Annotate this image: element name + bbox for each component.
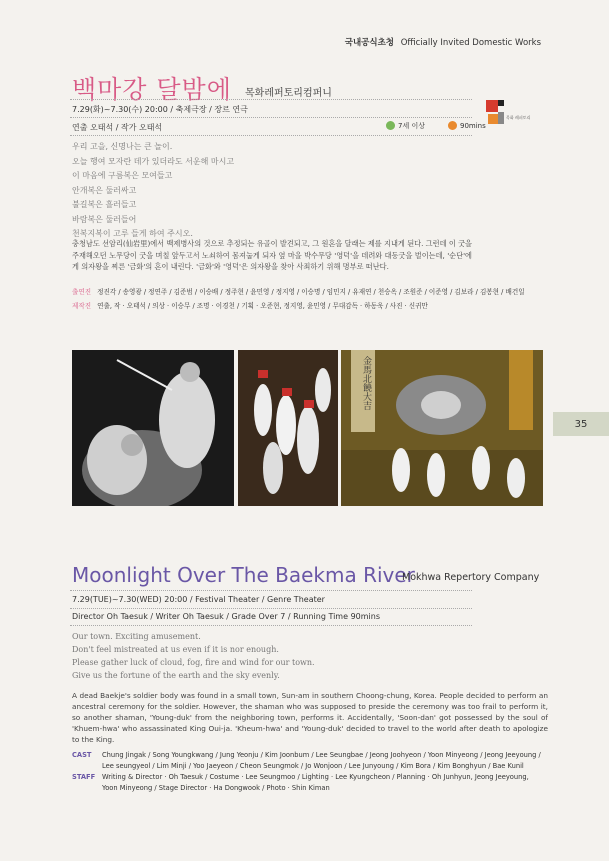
cast-en xyxy=(72,750,546,772)
director-writer-ko: 연출 오태석 / 작가 오태석 xyxy=(72,123,163,132)
company-en: Mokhwa Repertory Company xyxy=(402,572,540,583)
banner-text: 金馬北饒大吉 xyxy=(361,356,371,410)
photo-performer-sword xyxy=(72,350,234,506)
divider xyxy=(70,117,472,118)
logo-text: 목화 레퍼토리 xyxy=(506,115,531,120)
divider xyxy=(70,625,472,626)
staff-label-ko: 제작진 xyxy=(72,302,92,310)
logo-mark-icon xyxy=(486,98,546,128)
page-header xyxy=(345,36,541,48)
schedule-ko: 7.29(화)~7.30(수) 20:00 / 축제극장 / 장르 연극 xyxy=(72,105,248,114)
title-ko: 백마강 달밤에 xyxy=(72,75,232,104)
header-label-en: Officially Invited Domestic Works xyxy=(400,38,541,48)
cast-list-en: Chung Jingak / Song Youngkwang / Jung Yeonju / Kim Joonbum / Lee Seungbae / Jeong Joohyeon / Yoon Minyeong / Jeong Jeeyoung / Lee seungyeol / Lim Minji / Yoo Jaeyeon / Cheon Seungmok / Jo Wonjoon / Lee Junyoung / Kim Bora / Kim Bonghyun / Bae Kunil xyxy=(102,751,541,770)
staff-en xyxy=(72,772,546,794)
header-label-ko: 국내공식초청 xyxy=(344,38,395,48)
age-rating xyxy=(386,121,425,131)
staff-label-en: STAFF xyxy=(72,773,96,781)
runtime xyxy=(448,121,486,130)
poem-ko: 우리 고을, 신명나는 큰 놀이. 오늘 행여 모자란 데가 있더라도 서운해 마시고 이 마음에 구름복은 모여들고 안개복은 둘러싸고 불길복은 흘러들고 바람복은 둘러들어 천복지복이 고루 들게 하여 주시오. xyxy=(72,142,235,238)
synopsis-ko: 충청남도 선암리(仙岩里)에서 백제병사의 것으로 추정되는 유골이 발견되고, 그 원혼을 달래는 제를 지내게 된다. 그런데 이 굿을 주재해오던 노무당이 굿을 며칠 앞두고서 노쇠하여 몸져눕게 되자 옆 마을 박수무당 '영덕'을 데려와 대동굿을 벌이는데, '순단'에게 의자왕을 찌른 '금화'의 혼이 내린다. '금화'와 '영덕'은 의자왕을 찾아 사죄하기 위해 명부로 떠난다. xyxy=(72,239,472,271)
staff-list-ko: 연출, 작 · 오태석 / 의상 · 이승무 / 조명 · 이경천 / 기획 · 오준현, 정지영, 윤민영 / 무대감독 · 하동욱 / 사진 · 신귀만 xyxy=(97,302,428,310)
divider xyxy=(70,590,472,591)
photo-stage-ceremony xyxy=(341,350,543,506)
schedule-en: 7.29(TUE)~7.30(WED) 20:00 / Festival Theater / Genre Theater xyxy=(72,595,325,604)
cast-list-ko: 정진각 / 송영광 / 정연주 / 김준범 / 이승배 / 정주현 / 윤민영 / 정지영 / 이승명 / 임민지 / 유재연 / 천승옥 / 조원준 / 이준영 / 김보라 / 김봉현 / 배건일 xyxy=(97,288,525,296)
page-number: 35 xyxy=(553,412,609,436)
divider xyxy=(70,608,472,609)
runtime-text: 90mins xyxy=(460,122,486,130)
title-en: Moonlight Over The Baekma River xyxy=(72,563,415,587)
cast-label-ko: 출연진 xyxy=(72,288,92,296)
age-text: 7세 이상 xyxy=(398,122,425,130)
poem-en: Our town. Exciting amusement. Don't feel mistreated at us even if it is nor enough. Please gather luck of cloud, fog, fire and wind for our town. Give us the fortune of the earth and the sky evenly. xyxy=(72,632,315,680)
age-icon xyxy=(386,121,395,130)
company-ko: 목화레퍼토리컴퍼니 xyxy=(245,88,332,99)
photo-dancers-white xyxy=(238,350,338,506)
divider xyxy=(70,135,472,136)
staff-list-en: Writing & Director · Oh Taesuk / Costume · Lee Seungmoo / Lighting · Lee Kyungcheon / Planning · Oh Junhyun, Jeong Jeeyoung, Yoon Minyeong / Stage Director · Ha Dongwook / Photo · Shin Kiman xyxy=(102,773,529,792)
cast-ko xyxy=(72,287,525,298)
company-logo xyxy=(486,98,546,128)
divider xyxy=(70,99,472,100)
info-en: Director Oh Taesuk / Writer Oh Taesuk / Grade Over 7 / Running Time 90mins xyxy=(72,612,380,621)
cast-label-en: CAST xyxy=(72,751,92,759)
staff-ko xyxy=(72,301,428,312)
synopsis-en: A dead Baekje's soldier body was found in a small town, Sun-am in southern Choong-chung, Korea. People decided to perform an ancestral ceremony for the soldier. However, the shaman who was supposed to preside the ceremony was too frail to perform it, so another shaman, 'Young-duk' from the neighboring town, performs it. Accidentally, 'Soon-dan' got possessed by the soul of 'Khuem-hwa' who assassinated King Oui-ja. 'Kheum-hwa' and 'Young-duk' decided to travel to the world after death to apologize to the King. xyxy=(72,691,548,744)
clock-icon xyxy=(448,121,457,130)
